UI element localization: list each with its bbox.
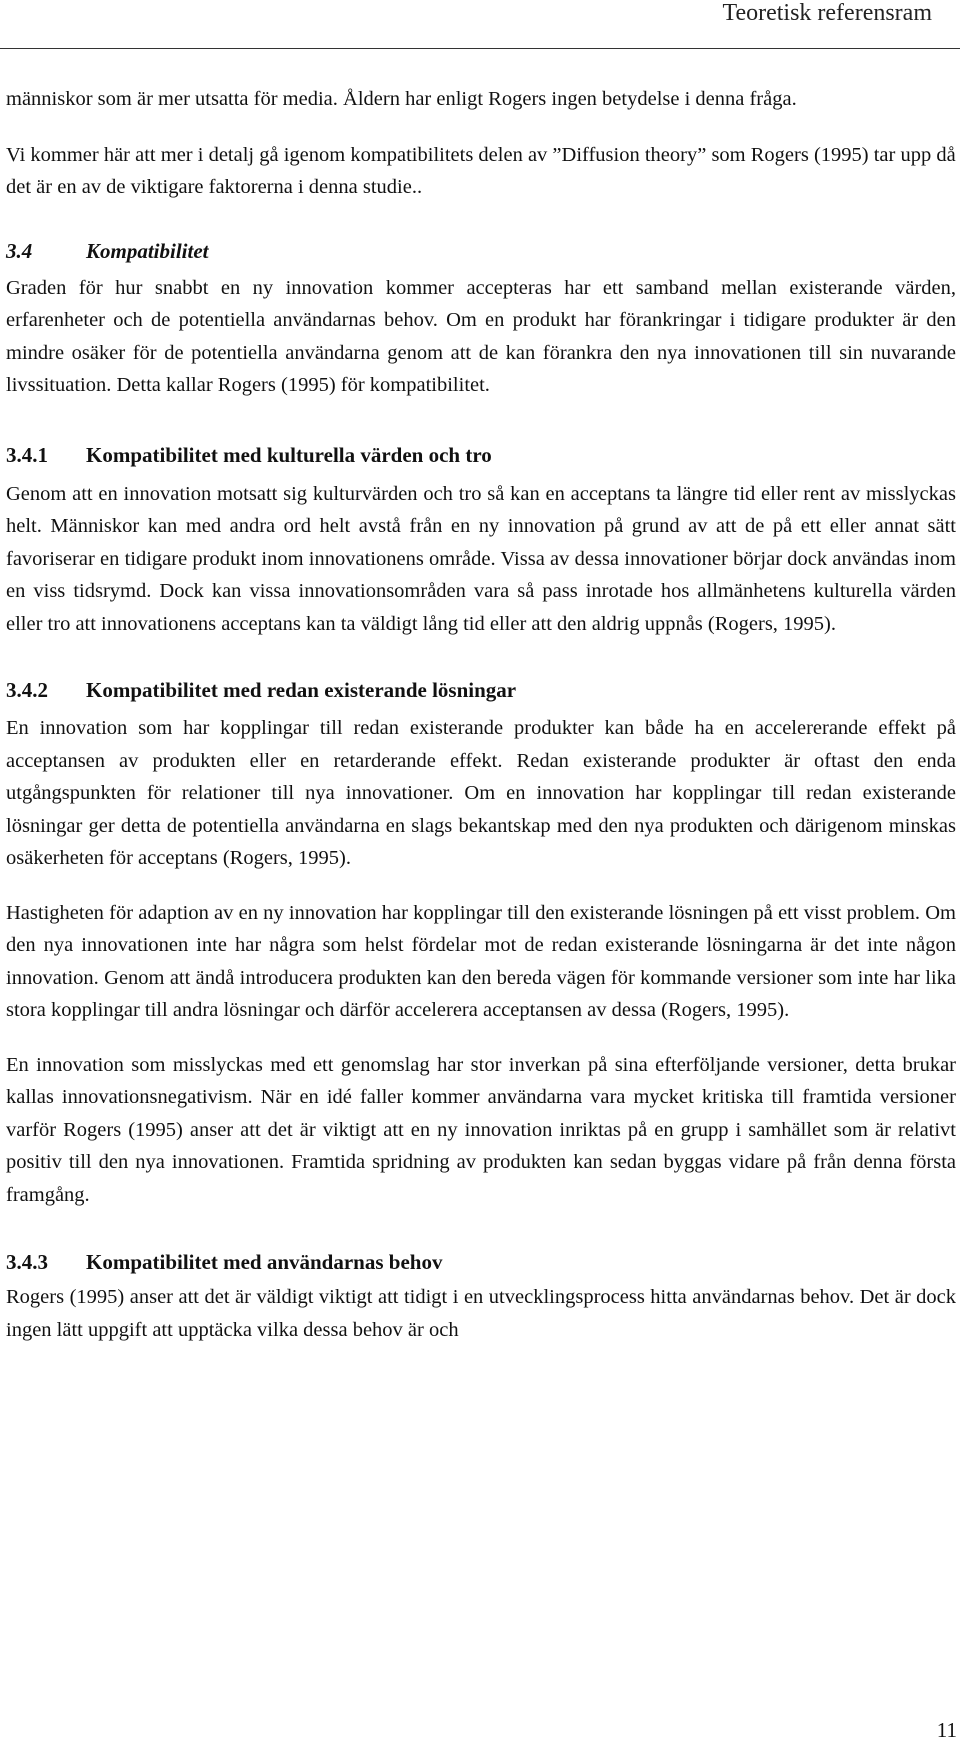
section-heading-3-4 [6,238,956,264]
section-title: Kompatibilitet med användarnas behov [86,1250,443,1274]
section-title: Kompatibilitet med kulturella värden och tro [86,442,492,467]
header-divider [0,48,960,49]
section-number: 3.4.3 [6,1250,48,1274]
page-body [6,83,956,1346]
section-heading-3-4-3 [6,1249,956,1275]
body-paragraph: Vi kommer här att mer i detalj gå igenom kompatibilitets delen av ”Diffusion theory” som Rogers (1995) tar upp då det är en av de viktigare faktorerna i denna studie.. [6,143,956,198]
section-number: 3.4.1 [6,442,48,467]
body-paragraph: människor som är mer utsatta för media. Åldern har enligt Rogers ingen betydelse i denna fråga. [6,88,797,110]
body-paragraph: Hastigheten för adaption av en ny innovation har kopplingar till den existerande lösningen på ett visst problem. Om den nya innovationen inte har några som helst fördelar mot de redan existerande lösningarna är det inte någon innovation. Genom att ändå introducera produkten kan den bereda vägen för kommande versioner som inte har lika stora kopplingar till andra lösningar och därför accelerera acceptansen av dessa (Rogers, 1995). [6,901,956,1021]
section-number: 3.4 [6,238,33,263]
section-title: Kompatibilitet med redan existerande lösningar [86,678,517,702]
section-number: 3.4.2 [6,678,48,702]
body-paragraph: Graden för hur snabbt en ny innovation kommer accepteras har ett samband mellan existerande värden, erfarenheter och de potentiella användarnas behov. Om en produkt har förankringar i tidigare produkter är den mindre osäker för de potentiella användarna genom att de kan förankra den nya innovationen till sin nuvarande livssituation. Detta kallar Rogers (1995) för kompatibilitet. [6,276,956,396]
running-header: Teoretisk referensram [722,0,932,26]
section-title: Kompatibilitet [86,238,209,263]
body-paragraph: En innovation som misslyckas med ett genomslag har stor inverkan på sina efterföljande versioner, detta brukar kallas innovationsnegativism. När en idé faller kommer användarna vara mycket kritiska till framtida versioner varför Rogers (1995) anser att det är viktigt att en ny innovation inriktas på en grupp i samhället som är relativt positiv till den nya innovationen. Framtida spridning av produkten kan sedan byggas vidare på från denna första framgång. [6,1053,956,1206]
body-paragraph: Rogers (1995) anser att det är väldigt viktigt att tidigt i en utvecklingsprocess hitta användarnas behov. Det är dock ingen lätt uppgift att upptäcka vilka dessa behov är och [6,1286,956,1341]
body-paragraph: Genom att en innovation motsatt sig kulturvärden och tro så kan en acceptans ta längre tid eller rent av misslyckas helt. Människor kan med andra ord helt avstå från en ny innovation på grund av att de på ett eller annat sätt favoriserar en tidigare produkt inom innovationens område. Vissa av dessa innovationer börjar dock användas inom en viss tidsrymd. Dock kan vissa innovationsområden vara så pass inrotade hos allmänhetens kulturella värden eller tro att innovationens acceptans kan ta väldigt lång tid eller att den aldrig uppnås (Rogers, 1995). [6,482,956,635]
body-paragraph: En innovation som har kopplingar till redan existerande produkter kan både ha en accelererande effekt på acceptansen av produkten eller en retarderande effekt. Redan existerande produkter är oftast den enda utgångspunkten för relationer till nya innovationer. Om en innovation har kopplingar till redan existerande lösningar ger detta de potentiella användarna en slags bekantskap med den nya produkten och därigenom minskas osäkerheten för acceptans (Rogers, 1995). [6,717,956,869]
page-number: 11 [936,1718,957,1742]
section-heading-3-4-1 [6,442,956,468]
section-heading-3-4-2 [6,677,956,703]
